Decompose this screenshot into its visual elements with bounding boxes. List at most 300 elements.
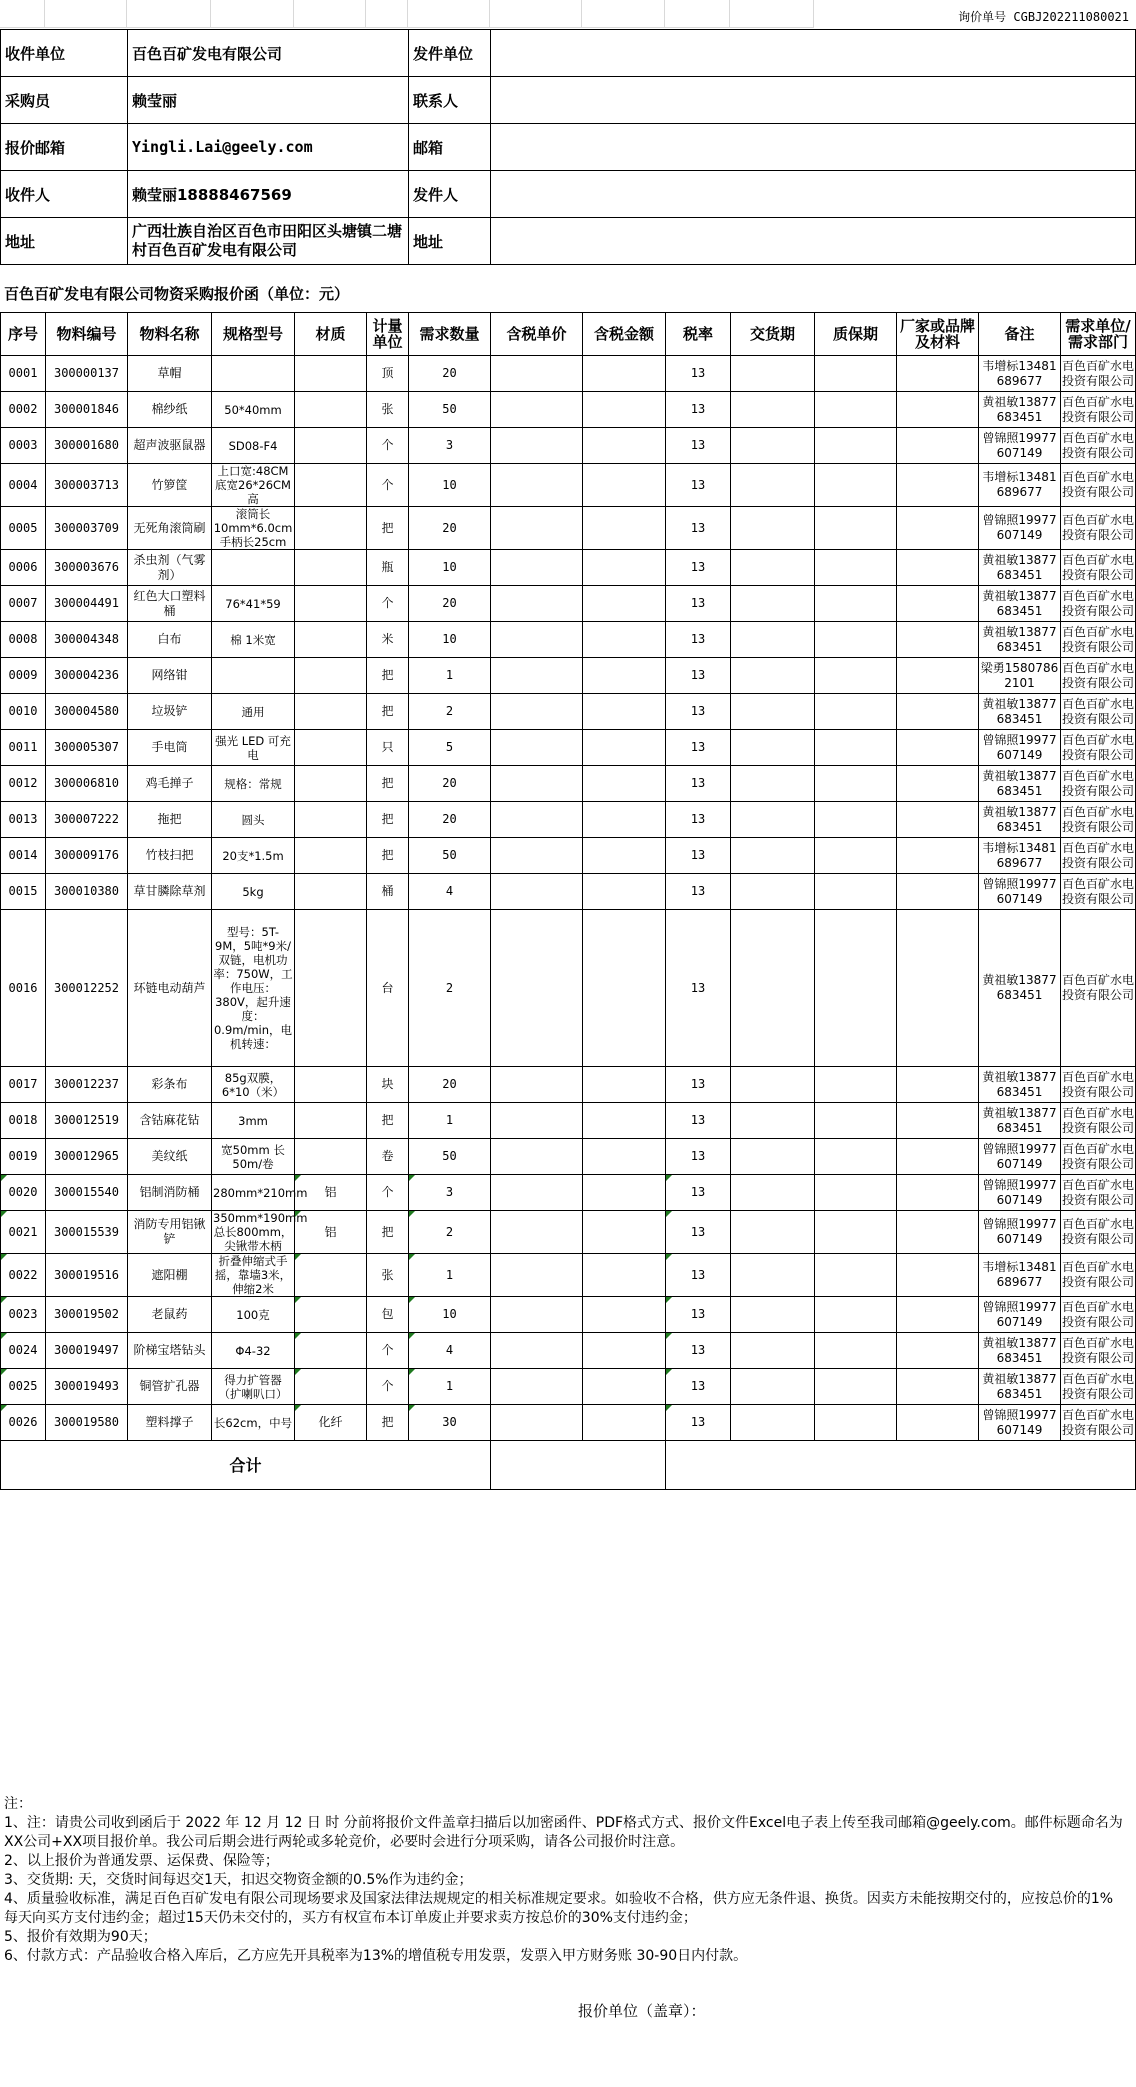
cell-amount	[583, 1254, 666, 1297]
cell-name: 网络钳	[128, 658, 212, 694]
column-header: 计量单位	[367, 313, 409, 356]
cell-code: 300019497	[46, 1333, 128, 1369]
cell-amount	[583, 802, 666, 838]
cell-brand	[897, 1369, 979, 1405]
cell-unit: 把	[367, 658, 409, 694]
cell-delivery	[731, 1369, 815, 1405]
cell-brand	[897, 874, 979, 910]
cell-tax-rate: 13	[666, 1297, 731, 1333]
cell-tax-rate: 13	[666, 838, 731, 874]
cell-qty: 20	[409, 507, 491, 550]
cell-spec: 得力扩管器（扩喇叭口）	[212, 1369, 295, 1405]
cell-qty: 50	[409, 1139, 491, 1175]
cell-brand	[897, 622, 979, 658]
table-row	[1, 550, 1136, 586]
cell-unit-price	[491, 1333, 583, 1369]
cell-unit: 块	[367, 1067, 409, 1103]
cell-qty: 4	[409, 874, 491, 910]
cell-tax-rate: 13	[666, 802, 731, 838]
column-header: 材质	[295, 313, 367, 356]
cell-unit-price	[491, 507, 583, 550]
cell-spec: 3mm	[212, 1103, 295, 1139]
cell-dept: 百色百矿水电投资有限公司	[1061, 550, 1136, 586]
table-row	[1, 694, 1136, 730]
cell-code: 300012252	[46, 910, 128, 1067]
cell-unit: 台	[367, 910, 409, 1067]
cell-amount	[583, 766, 666, 802]
cell-remark: 曾锦照19977607149	[979, 1297, 1061, 1333]
cell-remark: 黄祖敏13877683451	[979, 766, 1061, 802]
top-strip	[0, 0, 1135, 28]
cell-qty: 20	[409, 802, 491, 838]
cell-material	[295, 1254, 367, 1297]
cell-tax-rate: 13	[666, 1211, 731, 1254]
cell-unit-price	[491, 1175, 583, 1211]
cell-spec	[212, 658, 295, 694]
cell-tax-rate: 13	[666, 622, 731, 658]
cell-no: 0017	[1, 1067, 46, 1103]
cell-brand	[897, 1139, 979, 1175]
cell-code: 300001680	[46, 428, 128, 464]
cell-unit-price	[491, 356, 583, 392]
table-row	[1, 910, 1136, 1067]
table-row	[1, 356, 1136, 392]
items-body	[1, 356, 1136, 1490]
cell-warranty	[815, 1175, 897, 1211]
cell-brand	[897, 428, 979, 464]
cell-name: 杀虫剂（气雾剂）	[128, 550, 212, 586]
cell-qty: 50	[409, 392, 491, 428]
cell-material	[295, 550, 367, 586]
cell-spec: SD08-F4	[212, 428, 295, 464]
cell-code: 300003709	[46, 507, 128, 550]
cell-dept: 百色百矿水电投资有限公司	[1061, 586, 1136, 622]
cell-qty: 2	[409, 694, 491, 730]
cell-warranty	[815, 1067, 897, 1103]
cell-amount	[583, 1211, 666, 1254]
info-row	[1, 124, 1136, 171]
cell-remark: 曾锦照19977607149	[979, 874, 1061, 910]
table-row	[1, 392, 1136, 428]
cell-amount	[583, 1405, 666, 1441]
cell-tax-rate: 13	[666, 550, 731, 586]
cell-dept: 百色百矿水电投资有限公司	[1061, 1067, 1136, 1103]
sheet-subtitle: 百色百矿发电有限公司物资采购报价函（单位：元）	[4, 285, 350, 303]
cell-brand	[897, 1254, 979, 1297]
cell-dept: 百色百矿水电投资有限公司	[1061, 1405, 1136, 1441]
cell-unit: 把	[367, 802, 409, 838]
cell-no: 0025	[1, 1369, 46, 1405]
inquiry-number-label: 询价单号	[958, 10, 1007, 24]
cell-warranty	[815, 356, 897, 392]
cell-remark: 黄祖敏13877683451	[979, 910, 1061, 1067]
email-value: Yingli.Lai@geely.com	[128, 124, 409, 171]
info-row	[1, 77, 1136, 124]
cell-remark: 黄祖敏13877683451	[979, 392, 1061, 428]
note-line: 3、交货期: 天，交货时间每迟交1天，扣迟交物资金额的0.5%作为违约金；	[4, 1872, 473, 1888]
cell-no: 0023	[1, 1297, 46, 1333]
cell-tax-rate: 13	[666, 507, 731, 550]
cell-remark: 曾锦照19977607149	[979, 507, 1061, 550]
cell-no: 0014	[1, 838, 46, 874]
cell-name: 无死角滚筒刷	[128, 507, 212, 550]
cell-unit: 个	[367, 1333, 409, 1369]
table-row	[1, 874, 1136, 910]
mail-label: 邮箱	[409, 124, 491, 171]
cell-unit: 顶	[367, 356, 409, 392]
receiver-unit-value: 百色百矿发电有限公司	[128, 30, 409, 77]
email-label: 报价邮箱	[1, 124, 128, 171]
total-amount	[491, 1441, 666, 1490]
cell-unit-price	[491, 1067, 583, 1103]
cell-delivery	[731, 356, 815, 392]
cell-no: 0015	[1, 874, 46, 910]
cell-remark: 黄祖敏13877683451	[979, 550, 1061, 586]
cell-no: 0018	[1, 1103, 46, 1139]
cell-unit-price	[491, 464, 583, 507]
table-row	[1, 1254, 1136, 1297]
cell-name: 红色大口塑料桶	[128, 586, 212, 622]
address-label: 地址	[1, 218, 128, 265]
table-row	[1, 1405, 1136, 1441]
cell-unit: 个	[367, 1175, 409, 1211]
cell-material	[295, 1103, 367, 1139]
cell-tax-rate: 13	[666, 1139, 731, 1175]
cell-warranty	[815, 838, 897, 874]
cell-no: 0008	[1, 622, 46, 658]
recipient-value: 赖莹丽18888467569	[128, 171, 409, 218]
table-row	[1, 1139, 1136, 1175]
cell-dept: 百色百矿水电投资有限公司	[1061, 1369, 1136, 1405]
table-row	[1, 1103, 1136, 1139]
items-table	[0, 312, 1136, 1490]
table-row	[1, 586, 1136, 622]
cell-brand	[897, 586, 979, 622]
cell-warranty	[815, 1139, 897, 1175]
cell-amount	[583, 550, 666, 586]
cell-unit: 把	[367, 694, 409, 730]
info-row	[1, 171, 1136, 218]
cell-name: 棉纱纸	[128, 392, 212, 428]
cell-warranty	[815, 550, 897, 586]
cell-tax-rate: 13	[666, 1067, 731, 1103]
cell-tax-rate: 13	[666, 1175, 731, 1211]
cell-remark: 曾锦照19977607149	[979, 1211, 1061, 1254]
cell-amount	[583, 1139, 666, 1175]
cell-dept: 百色百矿水电投资有限公司	[1061, 464, 1136, 507]
table-row	[1, 428, 1136, 464]
column-header: 规格型号	[212, 313, 295, 356]
cell-brand	[897, 550, 979, 586]
cell-name: 铜管扩孔器	[128, 1369, 212, 1405]
cell-material	[295, 838, 367, 874]
note-line: 4、质量验收标准，满足百色百矿发电有限公司现场要求及国家法律法规规定的相关标准规定要求。如验收不合格，供方应无条件退、换货。因卖方未能按期交付的，应按总价的1% 每天向买方支付违约金；超过15天仍未交付的，买方有权宣布本订单废止并要求卖方按总价的30%支付违约金；	[4, 1891, 1114, 1926]
column-header: 备注	[979, 313, 1061, 356]
cell-unit-price	[491, 910, 583, 1067]
cell-brand	[897, 658, 979, 694]
cell-material	[295, 1139, 367, 1175]
cell-warranty	[815, 1103, 897, 1139]
cell-name: 含钴麻花钻	[128, 1103, 212, 1139]
cell-remark: 黄祖敏13877683451	[979, 1369, 1061, 1405]
cell-delivery	[731, 1405, 815, 1441]
cell-spec: 100克	[212, 1297, 295, 1333]
cell-unit: 个	[367, 586, 409, 622]
cell-code: 300007222	[46, 802, 128, 838]
cell-code: 300012519	[46, 1103, 128, 1139]
cell-warranty	[815, 622, 897, 658]
cell-brand	[897, 694, 979, 730]
cell-unit: 个	[367, 464, 409, 507]
cell-qty: 10	[409, 622, 491, 658]
cell-brand	[897, 730, 979, 766]
cell-name: 彩条布	[128, 1067, 212, 1103]
cell-tax-rate: 13	[666, 1369, 731, 1405]
cell-unit-price	[491, 838, 583, 874]
cell-delivery	[731, 550, 815, 586]
cell-no: 0016	[1, 910, 46, 1067]
cell-delivery	[731, 428, 815, 464]
cell-delivery	[731, 1103, 815, 1139]
cell-delivery	[731, 507, 815, 550]
cell-name: 消防专用铝锹铲	[128, 1211, 212, 1254]
cell-amount	[583, 1103, 666, 1139]
cell-tax-rate: 13	[666, 392, 731, 428]
cell-amount	[583, 910, 666, 1067]
cell-warranty	[815, 1333, 897, 1369]
column-header: 物料编号	[46, 313, 128, 356]
cell-delivery	[731, 766, 815, 802]
cell-unit-price	[491, 874, 583, 910]
cell-amount	[583, 1369, 666, 1405]
cell-unit-price	[491, 1103, 583, 1139]
note-line: 1、注：请贵公司收到函后于 2022 年 12 月 12 日 时 分前将报价文件盖章扫描后以加密函件、PDF格式方式、报价文件Excel电子表上传至我司邮箱@geely.com。邮件标题命名为XX公司+XX项目报价单。我公司后期会进行两轮或多轮竞价，必要时会进行分项采购，请各公司报价时注意。	[4, 1815, 1123, 1850]
note-line: 6、付款方式：产品验收合格入库后，乙方应先开具税率为13%的增值税专用发票，发票入甲方财务账 30-90日内付款。	[4, 1948, 748, 1964]
cell-delivery	[731, 1333, 815, 1369]
cell-dept: 百色百矿水电投资有限公司	[1061, 910, 1136, 1067]
column-header: 含税金额	[583, 313, 666, 356]
cell-warranty	[815, 694, 897, 730]
cell-remark: 黄祖敏13877683451	[979, 1067, 1061, 1103]
cell-amount	[583, 586, 666, 622]
cell-no: 0006	[1, 550, 46, 586]
cell-spec: Φ4-32	[212, 1333, 295, 1369]
cell-tax-rate: 13	[666, 910, 731, 1067]
cell-no: 0024	[1, 1333, 46, 1369]
cell-delivery	[731, 694, 815, 730]
cell-dept: 百色百矿水电投资有限公司	[1061, 622, 1136, 658]
cell-name: 竹枝扫把	[128, 838, 212, 874]
cell-remark: 韦增标13481689677	[979, 356, 1061, 392]
cell-code: 300004491	[46, 586, 128, 622]
cell-warranty	[815, 464, 897, 507]
cell-qty: 20	[409, 766, 491, 802]
cell-warranty	[815, 910, 897, 1067]
cell-dept: 百色百矿水电投资有限公司	[1061, 730, 1136, 766]
cell-unit-price	[491, 694, 583, 730]
cell-amount	[583, 730, 666, 766]
cell-material	[295, 1333, 367, 1369]
cell-material	[295, 356, 367, 392]
cell-unit-price	[491, 586, 583, 622]
cell-code: 300005307	[46, 730, 128, 766]
notes-section	[4, 1795, 1129, 1966]
cell-material	[295, 766, 367, 802]
cell-no: 0020	[1, 1175, 46, 1211]
cell-code: 300001846	[46, 392, 128, 428]
grid-cell	[211, 0, 294, 28]
cell-remark: 黄祖敏13877683451	[979, 1333, 1061, 1369]
cell-warranty	[815, 766, 897, 802]
cell-material	[295, 1369, 367, 1405]
cell-material: 铝	[295, 1211, 367, 1254]
cell-unit: 把	[367, 838, 409, 874]
cell-tax-rate: 13	[666, 428, 731, 464]
cell-unit-price	[491, 1254, 583, 1297]
cell-material: 铝	[295, 1175, 367, 1211]
cell-remark: 曾锦照19977607149	[979, 1175, 1061, 1211]
cell-tax-rate: 13	[666, 1103, 731, 1139]
cell-remark: 黄祖敏13877683451	[979, 586, 1061, 622]
cell-qty: 2	[409, 910, 491, 1067]
cell-no: 0007	[1, 586, 46, 622]
cell-remark: 黄祖敏13877683451	[979, 622, 1061, 658]
cell-qty: 30	[409, 1405, 491, 1441]
grid-cell	[582, 0, 665, 28]
cell-unit: 张	[367, 392, 409, 428]
column-header: 需求数量	[409, 313, 491, 356]
cell-remark: 韦增标13481689677	[979, 838, 1061, 874]
cell-spec: 20支*1.5m	[212, 838, 295, 874]
cell-dept: 百色百矿水电投资有限公司	[1061, 874, 1136, 910]
cell-unit-price	[491, 802, 583, 838]
cell-name: 白布	[128, 622, 212, 658]
cell-remark: 曾锦照19977607149	[979, 1405, 1061, 1441]
cell-delivery	[731, 838, 815, 874]
cell-brand	[897, 766, 979, 802]
cell-material	[295, 910, 367, 1067]
cell-no: 0001	[1, 356, 46, 392]
grid-cell	[45, 0, 127, 28]
column-header: 物料名称	[128, 313, 212, 356]
cell-name: 老鼠药	[128, 1297, 212, 1333]
cell-amount	[583, 874, 666, 910]
info-row	[1, 30, 1136, 77]
cell-material	[295, 392, 367, 428]
cell-qty: 20	[409, 586, 491, 622]
table-row	[1, 507, 1136, 550]
cell-qty: 5	[409, 730, 491, 766]
cell-unit-price	[491, 428, 583, 464]
cell-material	[295, 658, 367, 694]
table-row	[1, 622, 1136, 658]
cell-spec: 上口宽:48CM 底宽26*26CM 高	[212, 464, 295, 507]
grid-cell	[127, 0, 211, 28]
table-row	[1, 464, 1136, 507]
cell-dept: 百色百矿水电投资有限公司	[1061, 1333, 1136, 1369]
cell-spec: 棉 1米宽	[212, 622, 295, 658]
cell-unit-price	[491, 1297, 583, 1333]
cell-delivery	[731, 1297, 815, 1333]
cell-dept: 百色百矿水电投资有限公司	[1061, 1103, 1136, 1139]
cell-amount	[583, 838, 666, 874]
cell-dept: 百色百矿水电投资有限公司	[1061, 428, 1136, 464]
cell-unit-price	[491, 622, 583, 658]
cell-warranty	[815, 730, 897, 766]
cell-code: 300019580	[46, 1405, 128, 1441]
cell-delivery	[731, 874, 815, 910]
cell-warranty	[815, 392, 897, 428]
cell-qty: 2	[409, 1211, 491, 1254]
cell-spec: 5kg	[212, 874, 295, 910]
table-row	[1, 1369, 1136, 1405]
cell-material	[295, 507, 367, 550]
inquiry-number-value: CGBJ202211080021	[1013, 10, 1129, 24]
cell-dept: 百色百矿水电投资有限公司	[1061, 507, 1136, 550]
cell-brand	[897, 802, 979, 838]
cell-dept: 百色百矿水电投资有限公司	[1061, 1175, 1136, 1211]
grid-cell	[408, 0, 490, 28]
cell-delivery	[731, 730, 815, 766]
grid-cell	[294, 0, 366, 28]
contact-value	[491, 77, 1136, 124]
cell-spec	[212, 356, 295, 392]
cell-material	[295, 428, 367, 464]
cell-amount	[583, 694, 666, 730]
cell-spec: 型号：5T-9M，5吨*9米/双链，电机功率：750W，工作电压：380V，起升速度：0.9m/min，电机转速：	[212, 910, 295, 1067]
sender-unit-value	[491, 30, 1136, 77]
cell-tax-rate: 13	[666, 356, 731, 392]
contact-label: 联系人	[409, 77, 491, 124]
cell-warranty	[815, 802, 897, 838]
cell-remark: 曾锦照19977607149	[979, 730, 1061, 766]
cell-unit: 把	[367, 1103, 409, 1139]
table-row	[1, 658, 1136, 694]
cell-material	[295, 802, 367, 838]
cell-amount	[583, 356, 666, 392]
cell-delivery	[731, 1254, 815, 1297]
cell-code: 300010380	[46, 874, 128, 910]
address2-label: 地址	[409, 218, 491, 265]
cell-material	[295, 730, 367, 766]
grid-cell	[490, 0, 582, 28]
cell-code: 300012965	[46, 1139, 128, 1175]
cell-code: 300019493	[46, 1369, 128, 1405]
cell-amount	[583, 1333, 666, 1369]
cell-remark: 梁勇15807862101	[979, 658, 1061, 694]
cell-delivery	[731, 586, 815, 622]
table-row	[1, 1067, 1136, 1103]
cell-spec: 宽50mm 长50m/卷	[212, 1139, 295, 1175]
cell-spec: 规格：常规	[212, 766, 295, 802]
cell-unit: 卷	[367, 1139, 409, 1175]
cell-delivery	[731, 464, 815, 507]
cell-no: 0011	[1, 730, 46, 766]
cell-dept: 百色百矿水电投资有限公司	[1061, 1139, 1136, 1175]
cell-delivery	[731, 658, 815, 694]
cell-qty: 3	[409, 428, 491, 464]
cell-no: 0010	[1, 694, 46, 730]
sender-label: 发件人	[409, 171, 491, 218]
column-header: 厂家或品牌及材料	[897, 313, 979, 356]
cell-unit: 把	[367, 1405, 409, 1441]
cell-unit: 把	[367, 766, 409, 802]
cell-remark: 曾锦照19977607149	[979, 1139, 1061, 1175]
cell-name: 手电筒	[128, 730, 212, 766]
cell-unit: 包	[367, 1297, 409, 1333]
cell-brand	[897, 1103, 979, 1139]
cell-delivery	[731, 1211, 815, 1254]
